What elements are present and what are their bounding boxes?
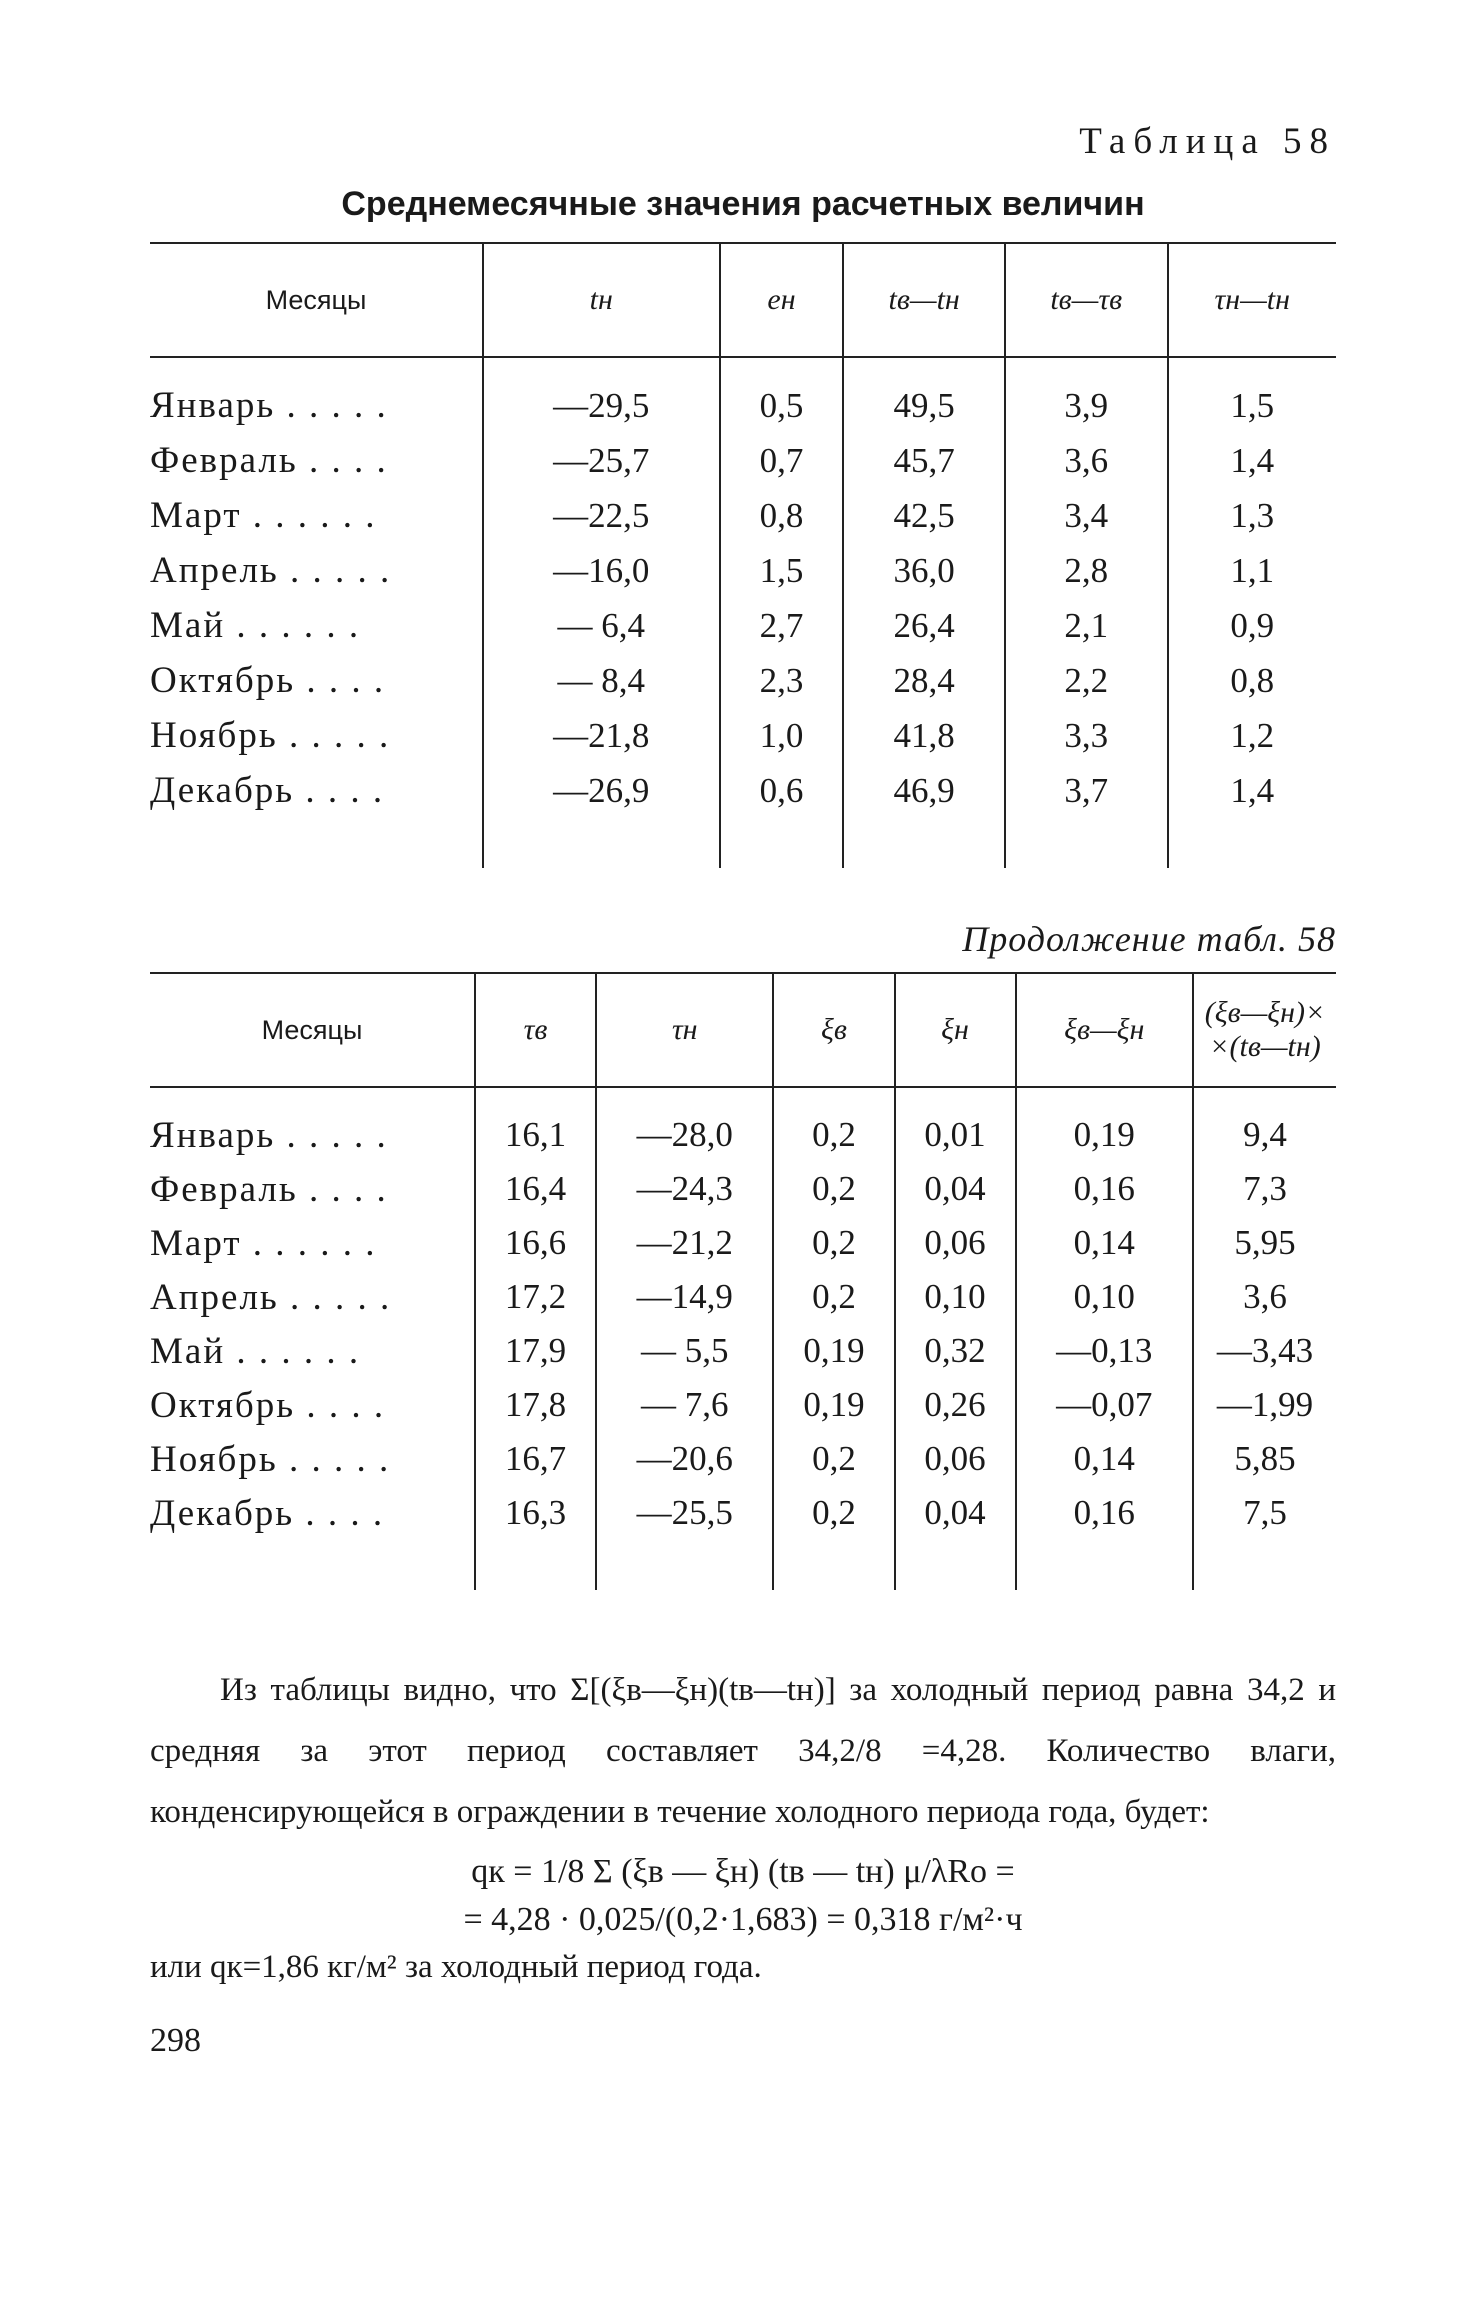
month-cell: Декабрь . . . . [150, 1492, 385, 1534]
header-tv-tn: tв—tн [843, 243, 1004, 357]
table-row [150, 653, 1336, 708]
value-cell: 1,5 [720, 543, 844, 598]
value-cell: 0,19 [773, 1378, 894, 1432]
value-cell: 0,2 [773, 1087, 894, 1162]
month-cell: Март . . . . . . [150, 495, 377, 536]
month-cell: Февраль . . . . [150, 1168, 388, 1210]
value-cell: 1,4 [1168, 433, 1336, 488]
value-cell: 46,9 [843, 763, 1004, 868]
value-cell: 0,8 [720, 488, 844, 543]
header-e-n: eн [720, 243, 844, 357]
value-cell: 5,85 [1193, 1432, 1336, 1486]
table-row [150, 1486, 1336, 1590]
month-cell: Декабрь . . . . [150, 770, 385, 811]
value-cell: 0,06 [895, 1432, 1016, 1486]
value-cell: 0,04 [895, 1162, 1016, 1216]
value-cell: 0,14 [1016, 1216, 1193, 1270]
value-cell: —21,8 [483, 708, 720, 763]
value-cell: 49,5 [843, 357, 1004, 433]
table-row [150, 708, 1336, 763]
value-cell: 0,06 [895, 1216, 1016, 1270]
paragraph: Из таблицы видно, что Σ[(ξв—ξн)(tв—tн)] за холодный период равна 34,2 и средняя за этот период составляет 34,2/8 =4,28. Количество влаги, конденсирующейся в ограждении в течение холодного периода года, будет: [150, 1672, 1336, 1830]
value-cell: 0,6 [720, 763, 844, 868]
table-continuation [150, 972, 1336, 1590]
value-cell: —26,9 [483, 763, 720, 868]
value-cell: 36,0 [843, 543, 1004, 598]
table-row [150, 1378, 1336, 1432]
value-cell: 16,3 [475, 1486, 596, 1590]
value-cell: 2,8 [1005, 543, 1168, 598]
table-label: Таблица 58 [1079, 121, 1336, 162]
value-cell: —28,0 [596, 1087, 773, 1162]
value-cell: 3,6 [1005, 433, 1168, 488]
value-cell: 1,5 [1168, 357, 1336, 433]
value-cell: 2,1 [1005, 598, 1168, 653]
table-header-row [150, 973, 1336, 1087]
value-cell: 2,2 [1005, 653, 1168, 708]
value-cell: — 7,6 [596, 1378, 773, 1432]
header-tau-v: τв [475, 973, 596, 1087]
table-header-row [150, 243, 1336, 357]
value-cell: —0,07 [1016, 1378, 1193, 1432]
table-row [150, 433, 1336, 488]
value-cell: 16,4 [475, 1162, 596, 1216]
value-cell: 1,4 [1168, 763, 1336, 868]
value-cell: 0,16 [1016, 1486, 1193, 1590]
value-cell: 3,6 [1193, 1270, 1336, 1324]
table-row [150, 1432, 1336, 1486]
header-xi-n: ξн [895, 973, 1016, 1087]
value-cell: —16,0 [483, 543, 720, 598]
value-cell: —3,43 [1193, 1324, 1336, 1378]
header-xi-v: ξв [773, 973, 894, 1087]
value-cell: —20,6 [596, 1432, 773, 1486]
value-cell: —29,5 [483, 357, 720, 433]
value-cell: 0,2 [773, 1270, 894, 1324]
value-cell: —21,2 [596, 1216, 773, 1270]
table-monthly-values [150, 242, 1336, 868]
value-cell: 41,8 [843, 708, 1004, 763]
value-cell: 0,16 [1016, 1162, 1193, 1216]
value-cell: 0,2 [773, 1486, 894, 1590]
table-row [150, 357, 1336, 433]
value-cell: 16,7 [475, 1432, 596, 1486]
value-cell: —22,5 [483, 488, 720, 543]
month-cell: Октябрь . . . . [150, 660, 386, 701]
header-xiv-xin: ξв—ξн [1016, 973, 1193, 1087]
header-months: Месяцы [150, 973, 475, 1087]
value-cell: 1,3 [1168, 488, 1336, 543]
closing-text: или qк=1,86 кг/м² за холодный период года. [150, 1949, 762, 1985]
month-cell: Февраль . . . . [150, 440, 388, 481]
value-cell: 1,2 [1168, 708, 1336, 763]
page [150, 120, 1336, 2060]
value-cell: 0,2 [773, 1162, 894, 1216]
value-cell: 17,8 [475, 1378, 596, 1432]
month-cell: Январь . . . . . [150, 1114, 388, 1156]
value-cell: 7,5 [1193, 1486, 1336, 1590]
value-cell: 0,19 [1016, 1087, 1193, 1162]
table-row [150, 1270, 1336, 1324]
table-row [150, 1324, 1336, 1378]
value-cell: —1,99 [1193, 1378, 1336, 1432]
value-cell: 0,2 [773, 1432, 894, 1486]
value-cell: —0,13 [1016, 1324, 1193, 1378]
table-row [150, 1162, 1336, 1216]
value-cell: 5,95 [1193, 1216, 1336, 1270]
month-cell: Апрель . . . . . [150, 550, 392, 591]
formula-line-1: qк = 1/8 Σ (ξв — ξн) (tв — tн) μ/λRо = [471, 1853, 1015, 1890]
value-cell: 3,7 [1005, 763, 1168, 868]
month-cell: Апрель . . . . . [150, 1276, 392, 1318]
value-cell: 0,9 [1168, 598, 1336, 653]
body-text [150, 1660, 1336, 1843]
table-caption: Среднемесячные значения расчетных величин [341, 185, 1145, 223]
value-cell: —25,7 [483, 433, 720, 488]
value-cell: 3,3 [1005, 708, 1168, 763]
value-cell: 0,19 [773, 1324, 894, 1378]
value-cell: 0,26 [895, 1378, 1016, 1432]
value-cell: 7,3 [1193, 1162, 1336, 1216]
table-row [150, 1216, 1336, 1270]
value-cell: 9,4 [1193, 1087, 1336, 1162]
value-cell: 0,7 [720, 433, 844, 488]
value-cell: 0,10 [895, 1270, 1016, 1324]
value-cell: 3,9 [1005, 357, 1168, 433]
value-cell: —14,9 [596, 1270, 773, 1324]
value-cell: 42,5 [843, 488, 1004, 543]
formula-line-2: = 4,28 · 0,025/(0,2·1,683) = 0,318 г/м²·ч [463, 1901, 1023, 1938]
value-cell: 0,5 [720, 357, 844, 433]
value-cell: —24,3 [596, 1162, 773, 1216]
month-cell: Ноябрь . . . . . [150, 1438, 391, 1480]
value-cell: 2,7 [720, 598, 844, 653]
header-tv-tauv: tв—τв [1005, 243, 1168, 357]
month-cell: Октябрь . . . . [150, 1384, 386, 1426]
value-cell: 0,32 [895, 1324, 1016, 1378]
value-cell: 16,1 [475, 1087, 596, 1162]
table-row [150, 763, 1336, 868]
value-cell: — 8,4 [483, 653, 720, 708]
page-number: 298 [150, 2022, 201, 2059]
month-cell: Май . . . . . . [150, 1330, 361, 1372]
header-months: Месяцы [150, 243, 483, 357]
table-row [150, 598, 1336, 653]
value-cell: 0,8 [1168, 653, 1336, 708]
value-cell: 1,0 [720, 708, 844, 763]
value-cell: 3,4 [1005, 488, 1168, 543]
header-t-n: tн [483, 243, 720, 357]
value-cell: 17,9 [475, 1324, 596, 1378]
value-cell: 0,2 [773, 1216, 894, 1270]
value-cell: 28,4 [843, 653, 1004, 708]
header-taun-tn: τн—tн [1168, 243, 1336, 357]
value-cell: 1,1 [1168, 543, 1336, 598]
month-cell: Ноябрь . . . . . [150, 715, 391, 756]
value-cell: 0,10 [1016, 1270, 1193, 1324]
value-cell: 26,4 [843, 598, 1004, 653]
value-cell: 17,2 [475, 1270, 596, 1324]
value-cell: 16,6 [475, 1216, 596, 1270]
value-cell: 45,7 [843, 433, 1004, 488]
value-cell: 2,3 [720, 653, 844, 708]
table-row [150, 543, 1336, 598]
value-cell: — 5,5 [596, 1324, 773, 1378]
value-cell: 0,04 [895, 1486, 1016, 1590]
header-product: (ξв—ξн)× ×(tв—tн) [1193, 973, 1336, 1087]
month-cell: Январь . . . . . [150, 385, 388, 426]
month-cell: Март . . . . . . [150, 1222, 377, 1264]
value-cell: 0,01 [895, 1087, 1016, 1162]
value-cell: —25,5 [596, 1486, 773, 1590]
table-row [150, 488, 1336, 543]
header-tau-n: τн [596, 973, 773, 1087]
value-cell: 0,14 [1016, 1432, 1193, 1486]
continuation-label: Продолжение табл. 58 [962, 919, 1336, 959]
month-cell: Май . . . . . . [150, 605, 361, 646]
value-cell: — 6,4 [483, 598, 720, 653]
table-row [150, 1087, 1336, 1162]
